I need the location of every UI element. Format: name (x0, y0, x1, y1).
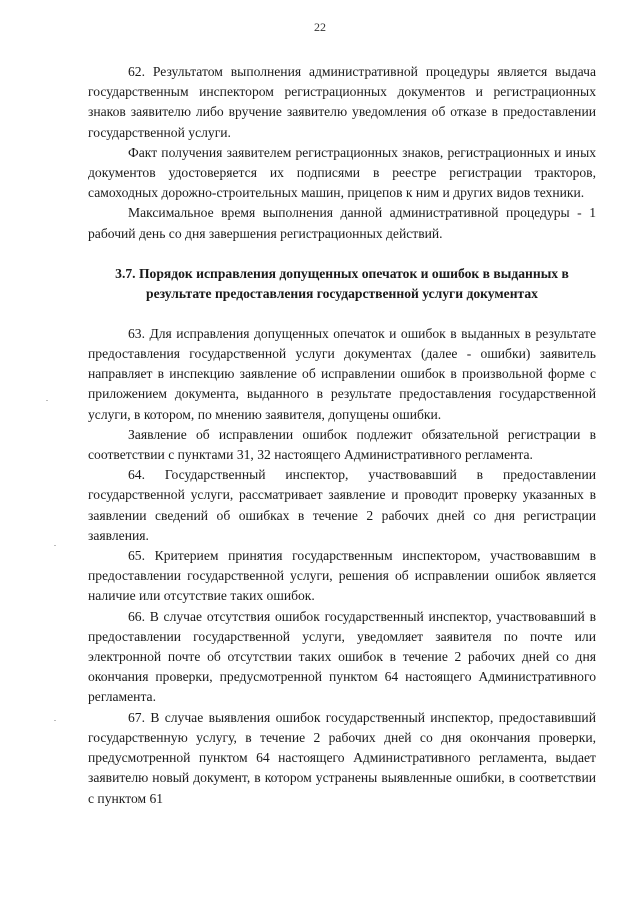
scan-artifact (54, 720, 56, 721)
paragraph-64: 64. Государственный инспектор, участвовавший в предоставлении государственной услуги, рассматривает заявление и проводит проверку указанных в заявлении сведений об ошибках в течение 2 рабочих дней со дня регистрации заявления. (88, 467, 596, 543)
scan-artifact (54, 545, 56, 546)
section-heading-3-7: 3.7. Порядок исправления допущенных опечаток и ошибок в выданных в результате предоставления государственной услуги документах (115, 265, 569, 301)
paragraph-max-time: Максимальное время выполнения данной административной процедуры - 1 рабочий день со дня завершения регистрационных действий. (88, 205, 596, 241)
paragraph-62: 62. Результатом выполнения административной процедуры является выдача государственным инспектором регистрационных документов и регистрационных знаков заявителю либо вручение заявителю уведомления об отказе в предоставлении государственной услуги. (88, 64, 596, 140)
page-number: 22 (314, 20, 326, 34)
paragraph-67: 67. В случае выявления ошибок государственный инспектор, предоставивший государственную услугу, в течение 2 рабочих дней со дня окончания проверки, предусмотренной пунктом 64 настоящего Административного регламента, выдает заявителю новый документ, в котором устранены выявленные ошибки, в соответствии с пунктом 61 (88, 709, 596, 806)
paragraph-registration: Заявление об исправлении ошибок подлежит обязательной регистрации в соответствии с пунктами 31, 32 настоящего Административного регламента. (88, 426, 596, 463)
paragraph-fact-receipt: Факт получения заявителем регистрационных знаков, регистрационных и иных документов удостоверяется их подписями в реестре регистрации тракторов, самоходных дорожно-строительных машин, прицепов к ним и других видов техники. (88, 144, 596, 201)
scan-artifact (46, 400, 48, 401)
paragraph-66: 66. В случае отсутствия ошибок государственный инспектор, участвовавший в предоставлении государственной услуги, уведомляет заявителя по почте или электронной почте об отсутствии таких ошибок в течение 2 рабочих дней со дня окончания проверки, предусмотренной пунктом 64 настоящего Административного регламента. (88, 608, 596, 705)
paragraph-63: 63. Для исправления допущенных опечаток и ошибок в выданных в результате предоставления государственной услуги документах (далее - ошибки) заявитель направляет в инспекцию заявление об исправлении ошибок в произвольной форме с приложением документа, выданного в результате предоставления государственной услуги, в котором, по мнению заявителя, допущены ошибки. (88, 325, 596, 422)
document-body (88, 62, 596, 809)
paragraph-65: 65. Критерием принятия государственным инспектором, участвовавшим в предоставлении государственной услуги, решения об исправлении ошибок является наличие или отсутствие таких ошибок. (88, 548, 596, 604)
